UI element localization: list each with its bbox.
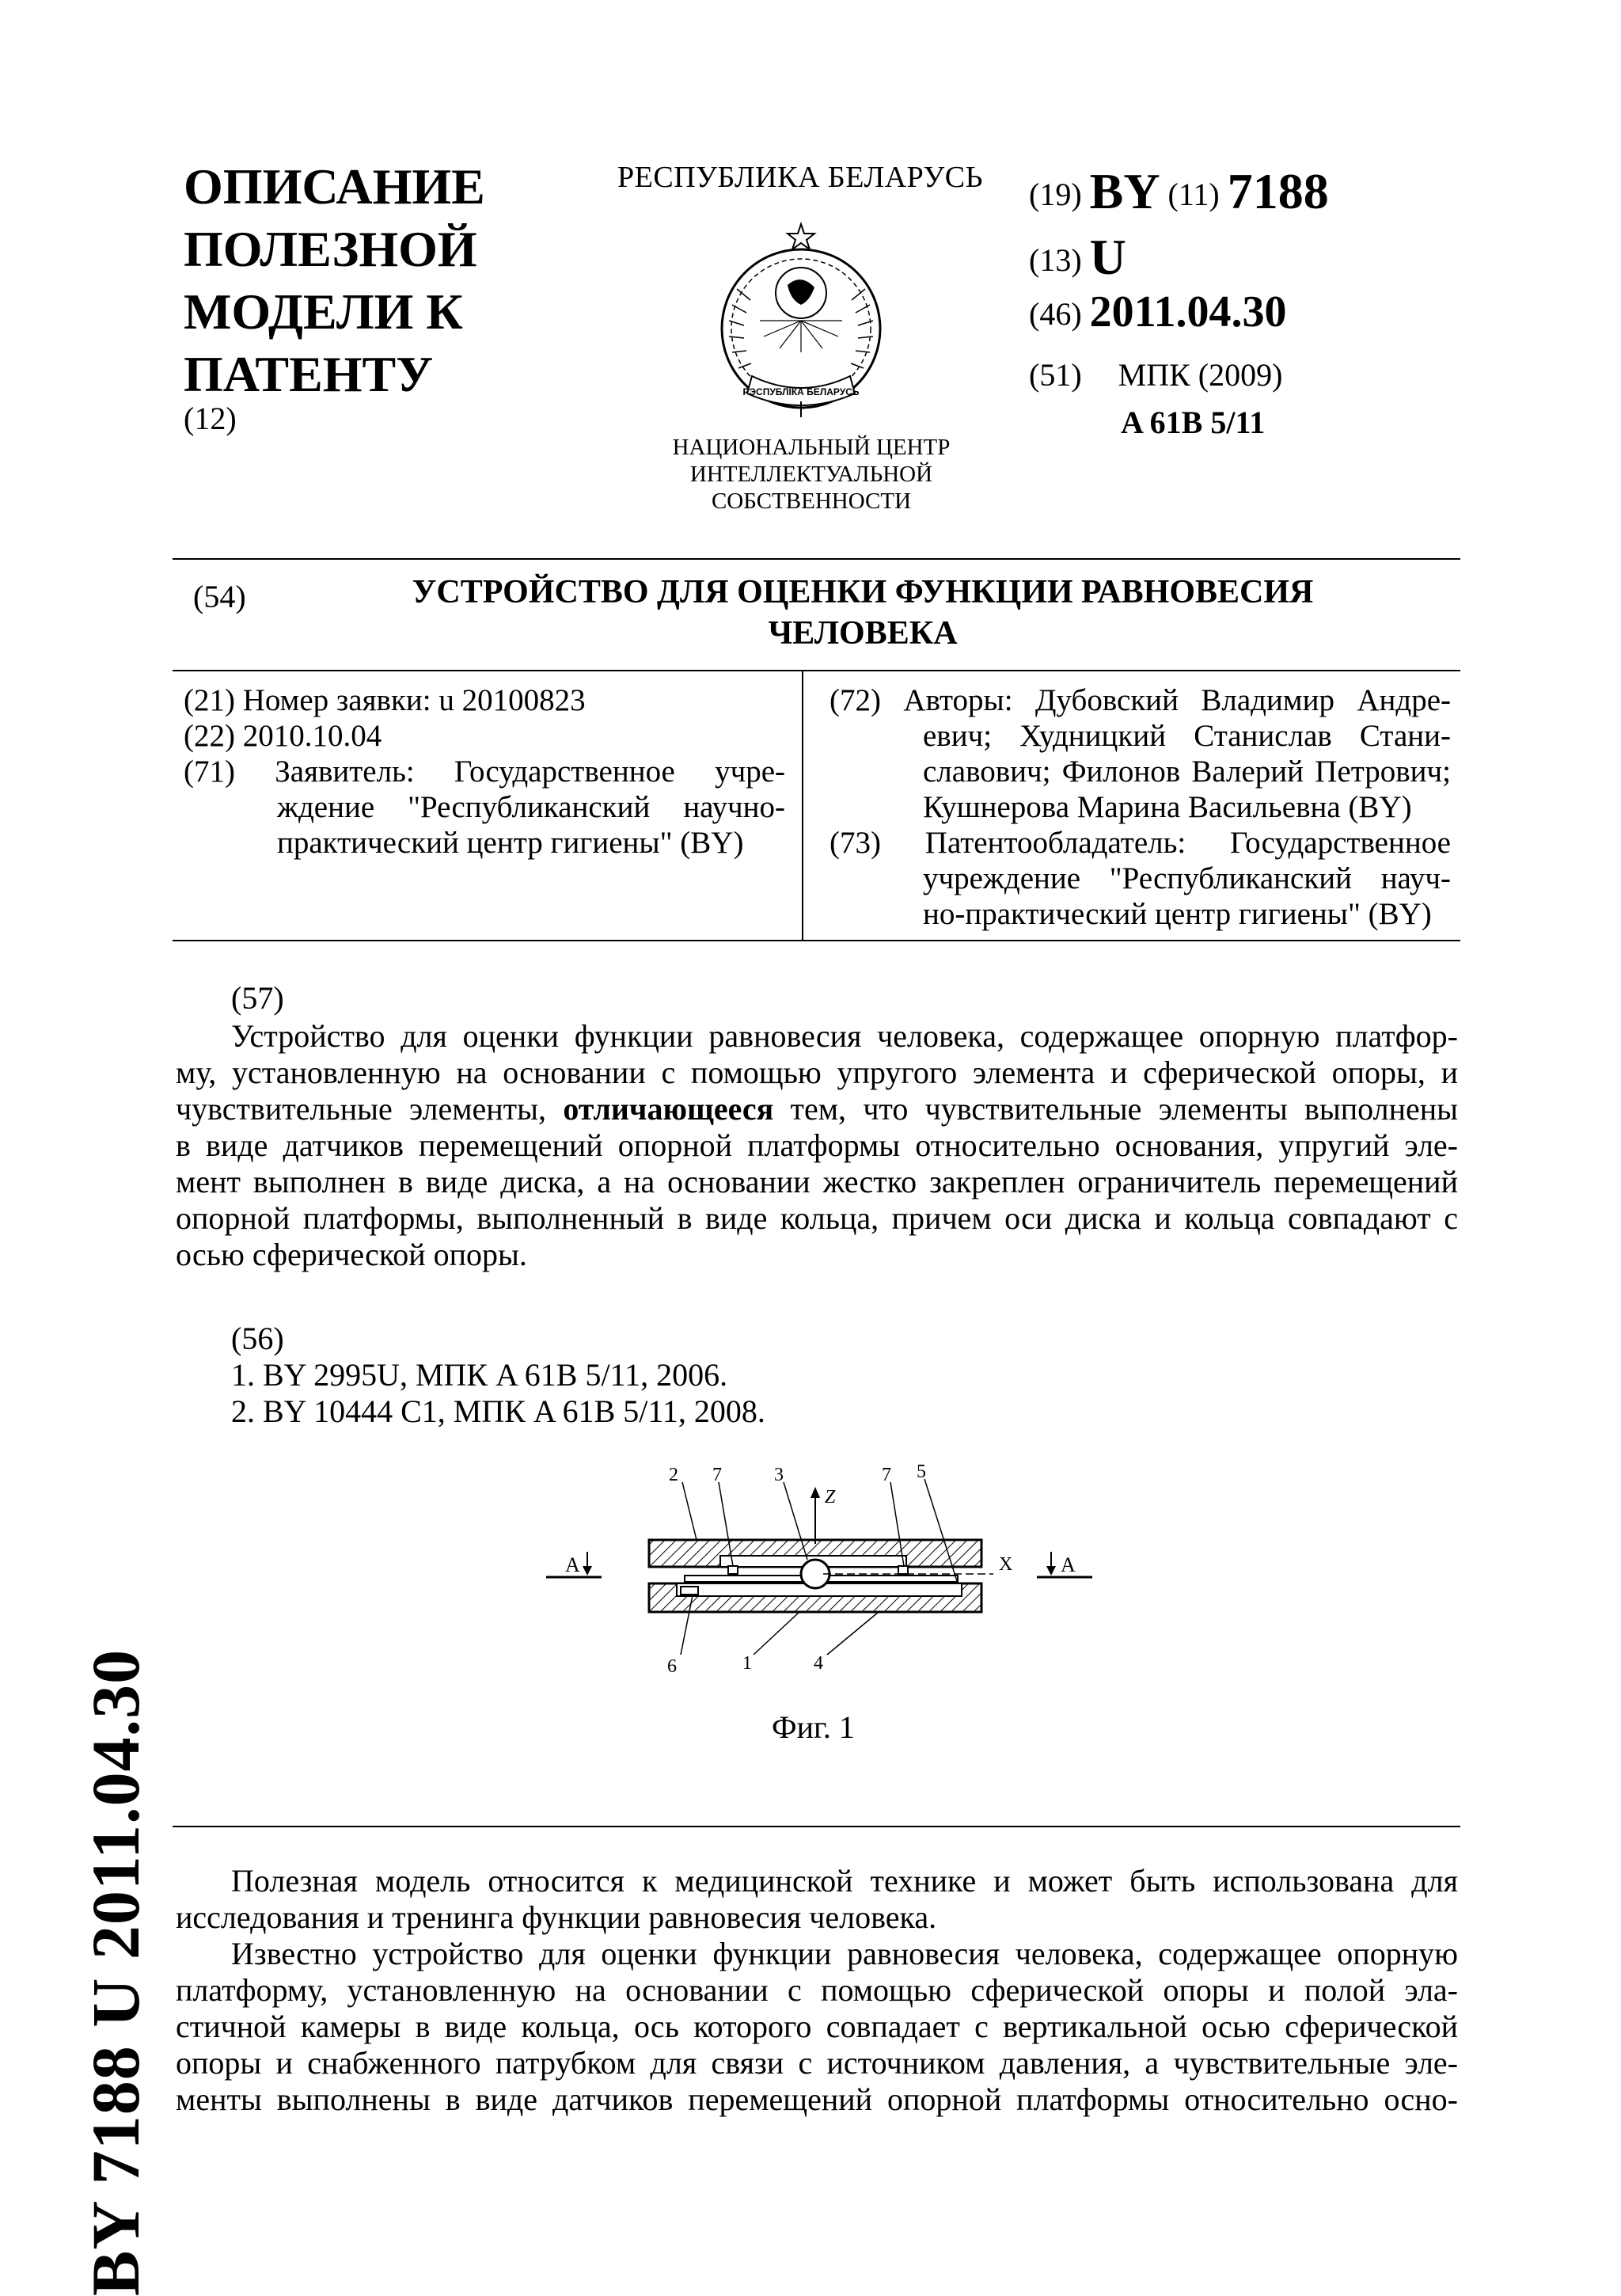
rule-bib-bottom xyxy=(173,940,1460,941)
authors-line: Кушнерова Марина Васильевна (BY) xyxy=(923,790,1412,824)
state-emblem-icon xyxy=(708,218,894,424)
publication-date: 2011.04.30 xyxy=(1089,287,1287,336)
applicant-line: (71) Заявитель: Государственное учре- xyxy=(184,755,785,789)
code-46-label: (46) xyxy=(1029,296,1082,332)
claim-line: Устройство для оценки функции равновесия человека, содержащее опорную платфор- xyxy=(231,1018,1458,1054)
patentee-line: но-практический центр гигиены" (BY) xyxy=(923,897,1432,931)
document-kind: U xyxy=(1089,229,1126,285)
claim-fragment: чувствительные элементы, xyxy=(176,1091,547,1127)
bib-left-column xyxy=(184,682,785,861)
claim-line: мент выполнен в виде диска, а на основании жестко закреплен ограничитель перемещений xyxy=(176,1164,1458,1199)
national-center-name xyxy=(625,434,997,515)
code-57-label: (57) xyxy=(231,980,284,1016)
claim-line xyxy=(176,1091,1458,1127)
bib-right-column xyxy=(829,682,1451,932)
claim-text xyxy=(176,1018,1458,1273)
rule-figure-bottom xyxy=(173,1826,1460,1827)
description-text xyxy=(176,1863,1458,2118)
side-document-id: BY 7188 U 2011.04.30 xyxy=(78,1648,154,2296)
callout-6: 6 xyxy=(667,1656,677,1677)
center-line: СОБСТВЕННОСТИ xyxy=(711,488,912,514)
callout-7: 7 xyxy=(882,1465,891,1485)
patentee-line: учреждение "Республиканский науч- xyxy=(923,861,1451,895)
figure-1-drawing xyxy=(538,1465,1108,1686)
description-line: Известно устройство для оценки функции равновесия человека, содержащее опорную xyxy=(231,1936,1458,1971)
description-line: исследования и тренинга функции равновесия человека. xyxy=(176,1899,937,1935)
axis-label-z: Z xyxy=(825,1487,836,1507)
filing-date: (22) 2010.10.04 xyxy=(184,719,382,753)
invention-title xyxy=(301,572,1425,654)
code-19-label: (19) xyxy=(1029,177,1082,212)
authors-line: славович; Филонов Валерий Петрович; xyxy=(923,755,1451,789)
column-divider xyxy=(802,670,803,941)
description-line: менты выполнены в виде датчиков перемещений опорной платформы относительно осно- xyxy=(176,2081,1458,2117)
claim-distinctive-word: отличающееся xyxy=(563,1091,774,1127)
code-56-label: (56) xyxy=(231,1321,284,1356)
center-line: ИНТЕЛЛЕКТУАЛЬНОЙ xyxy=(689,462,933,487)
authors-line: (72) Авторы: Дубовский Владимир Андре- xyxy=(829,683,1451,717)
section-label: A xyxy=(1061,1553,1076,1576)
application-number: (21) Номер заявки: u 20100823 xyxy=(184,683,586,717)
axis-label-x: X xyxy=(999,1554,1013,1575)
code-13 xyxy=(1029,228,1126,287)
ipc-code: A 61B 5/11 xyxy=(1121,405,1266,440)
country-code: BY xyxy=(1089,163,1160,219)
republic-label: РЕСПУБЛИКА БЕЛАРУСЬ xyxy=(617,161,983,194)
sensor xyxy=(728,1566,738,1574)
description-line: стичной камеры в виде кольца, ось которого совпадает с вертикальной осью сферической xyxy=(176,2009,1458,2044)
code-11-label: (11) xyxy=(1167,177,1220,212)
invention-title-line: ЧЕЛОВЕКА xyxy=(768,615,958,652)
patentee-line: (73) Патентообладатель: Государственное xyxy=(829,826,1451,860)
title-line: ПОЛЕЗНОЙ xyxy=(184,221,477,277)
figure-caption: Фиг. 1 xyxy=(772,1709,855,1745)
code-12: (12) xyxy=(184,401,237,436)
sensor xyxy=(898,1566,908,1574)
ipc-version: МПК (2009) xyxy=(1118,357,1283,393)
rule-middle xyxy=(173,670,1460,671)
title-line: ОПИСАНИЕ xyxy=(184,158,485,215)
code-13-label: (13) xyxy=(1029,242,1082,278)
claim-line: в виде датчиков перемещений опорной платформы относительно основания, упругий эле- xyxy=(176,1127,1458,1163)
callout-5: 5 xyxy=(917,1465,926,1482)
rule-top xyxy=(173,558,1460,560)
title-line: ПАТЕНТУ xyxy=(184,346,434,402)
code-51 xyxy=(1029,356,1282,393)
title-line: МОДЕЛИ К xyxy=(184,283,463,340)
description-line: опоры и снабженного патрубком для связи с источником давления, а чувствительные эле- xyxy=(176,2045,1458,2081)
sensor xyxy=(681,1587,698,1595)
code-46 xyxy=(1029,287,1287,337)
claim-line: осью сферической опоры. xyxy=(176,1237,527,1272)
code-51-label: (51) xyxy=(1029,357,1082,393)
patent-number: 7188 xyxy=(1227,163,1329,219)
document-title xyxy=(184,155,548,405)
authors-line: евич; Худницкий Станислав Стани- xyxy=(923,719,1451,753)
section-marker-left xyxy=(546,1552,602,1577)
section-marker-right xyxy=(1037,1552,1092,1577)
description-line: Полезная модель относится к медицинской технике и может быть использована для xyxy=(231,1863,1458,1899)
emblem-ribbon-text: РЭСПУБЛІКА БЕЛАРУСЬ xyxy=(742,386,860,397)
claim-line: опорной платформы, выполненный в виде кольца, причем оси диска и кольца совпадают с xyxy=(176,1200,1458,1236)
section-label: A xyxy=(565,1553,580,1576)
callout-3: 3 xyxy=(774,1465,784,1485)
reference-item: 2. BY 10444 C1, МПК A 61B 5/11, 2008. xyxy=(231,1393,765,1429)
description-line: платформу, установленную на основании с помощью сферической опоры и полой эла- xyxy=(176,1972,1458,2008)
callout-4: 4 xyxy=(814,1653,823,1674)
applicant-line: ждение "Республиканский научно- xyxy=(277,790,785,824)
invention-title-line: УСТРОЙСТВО ДЛЯ ОЦЕНКИ ФУНКЦИИ РАВНОВЕСИЯ xyxy=(412,574,1314,610)
callout-7: 7 xyxy=(712,1465,722,1485)
code-19-11 xyxy=(1029,162,1329,221)
callout-2: 2 xyxy=(669,1465,678,1485)
code-54-label: (54) xyxy=(193,579,246,614)
applicant-line: практический центр гигиены" (BY) xyxy=(277,826,744,860)
reference-item: 1. BY 2995U, МПК A 61B 5/11, 2006. xyxy=(231,1357,728,1393)
claim-fragment: тем, что чувствительные элементы выполнены xyxy=(790,1091,1459,1127)
callout-1: 1 xyxy=(742,1653,752,1674)
claim-line: му, установленную на основании с помощью упругого элемента и сферической опоры, и xyxy=(176,1055,1458,1090)
center-line: НАЦИОНАЛЬНЫЙ ЦЕНТР xyxy=(672,435,951,460)
references xyxy=(231,1321,765,1430)
